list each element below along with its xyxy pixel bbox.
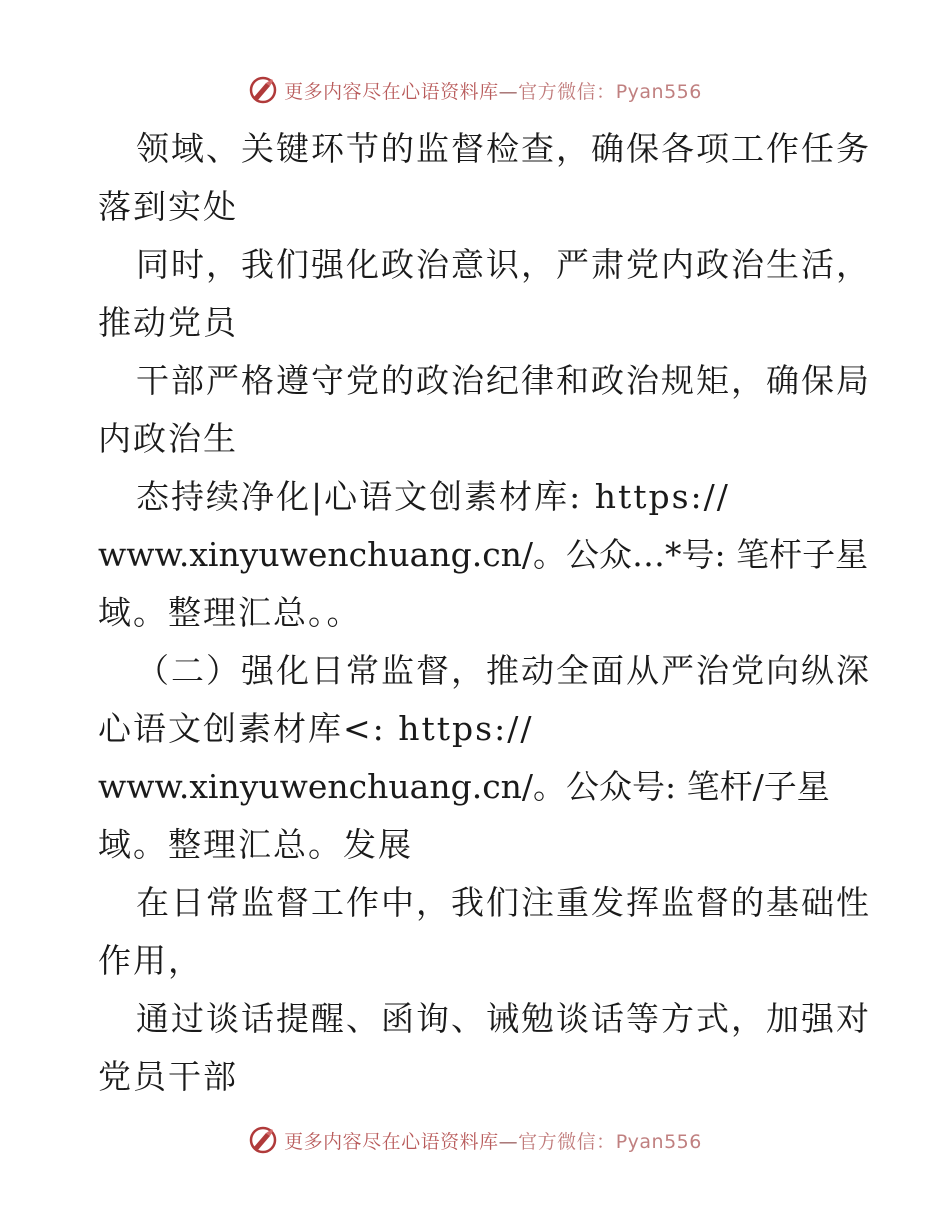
text-line: 内政治生: [98, 419, 238, 458]
text-line: www.xinyuwenchuang.cn/。公众号: 笔杆/子星: [98, 767, 830, 806]
header-banner-text: [284, 77, 702, 104]
footer-banner-sub: 官方微信：: [518, 1130, 616, 1153]
text-line: 域。整理汇总。。: [98, 593, 362, 632]
text-line: 作用，: [98, 941, 203, 980]
footer-banner-text: [284, 1127, 702, 1154]
text-line: 通过谈话提醒、函询、诫勉谈话等方式，加强对: [136, 999, 871, 1038]
text-line: 在日常监督工作中，我们注重发挥监督的基础性: [136, 883, 871, 922]
header-banner-dash: —: [498, 80, 519, 103]
header-banner-id: Pyan556: [615, 80, 702, 103]
footer-banner: [0, 1120, 950, 1160]
text-line: www.xinyuwenchuang.cn/。公众…*号: 笔杆子星: [98, 535, 869, 574]
text-line: 同时，我们强化政治意识，严肃党内政治生活，: [136, 245, 871, 284]
text-line: 落到实处: [98, 187, 238, 226]
footer-banner-main: 更多内容尽在心语资料库: [284, 1130, 499, 1153]
text-line: 推动党员: [98, 303, 238, 342]
header-banner-main: 更多内容尽在心语资料库: [284, 80, 499, 103]
pen-logo-icon: [248, 75, 278, 105]
text-line: 域。整理汇总。发展: [98, 825, 413, 864]
text-line: 干部严格遵守党的政治纪律和政治规矩，确保局: [136, 361, 871, 400]
text-line: 党员干部: [98, 1057, 238, 1096]
header-banner: [0, 70, 950, 110]
text-line: 态持续净化|心语文创素材库: https://: [136, 477, 730, 516]
header-banner-sub: 官方微信：: [518, 80, 616, 103]
footer-banner-id: Pyan556: [615, 1130, 702, 1153]
section-heading: （二）强化日常监督，推动全面从严治党向纵深: [136, 651, 871, 690]
document-body: [98, 120, 871, 1106]
footer-banner-dash: —: [498, 1130, 519, 1153]
text-line: 领域、关键环节的监督检查，确保各项工作任务: [136, 129, 871, 168]
pen-logo-icon: [248, 1125, 278, 1155]
text-line: 心语文创素材库<: https://: [98, 709, 534, 748]
